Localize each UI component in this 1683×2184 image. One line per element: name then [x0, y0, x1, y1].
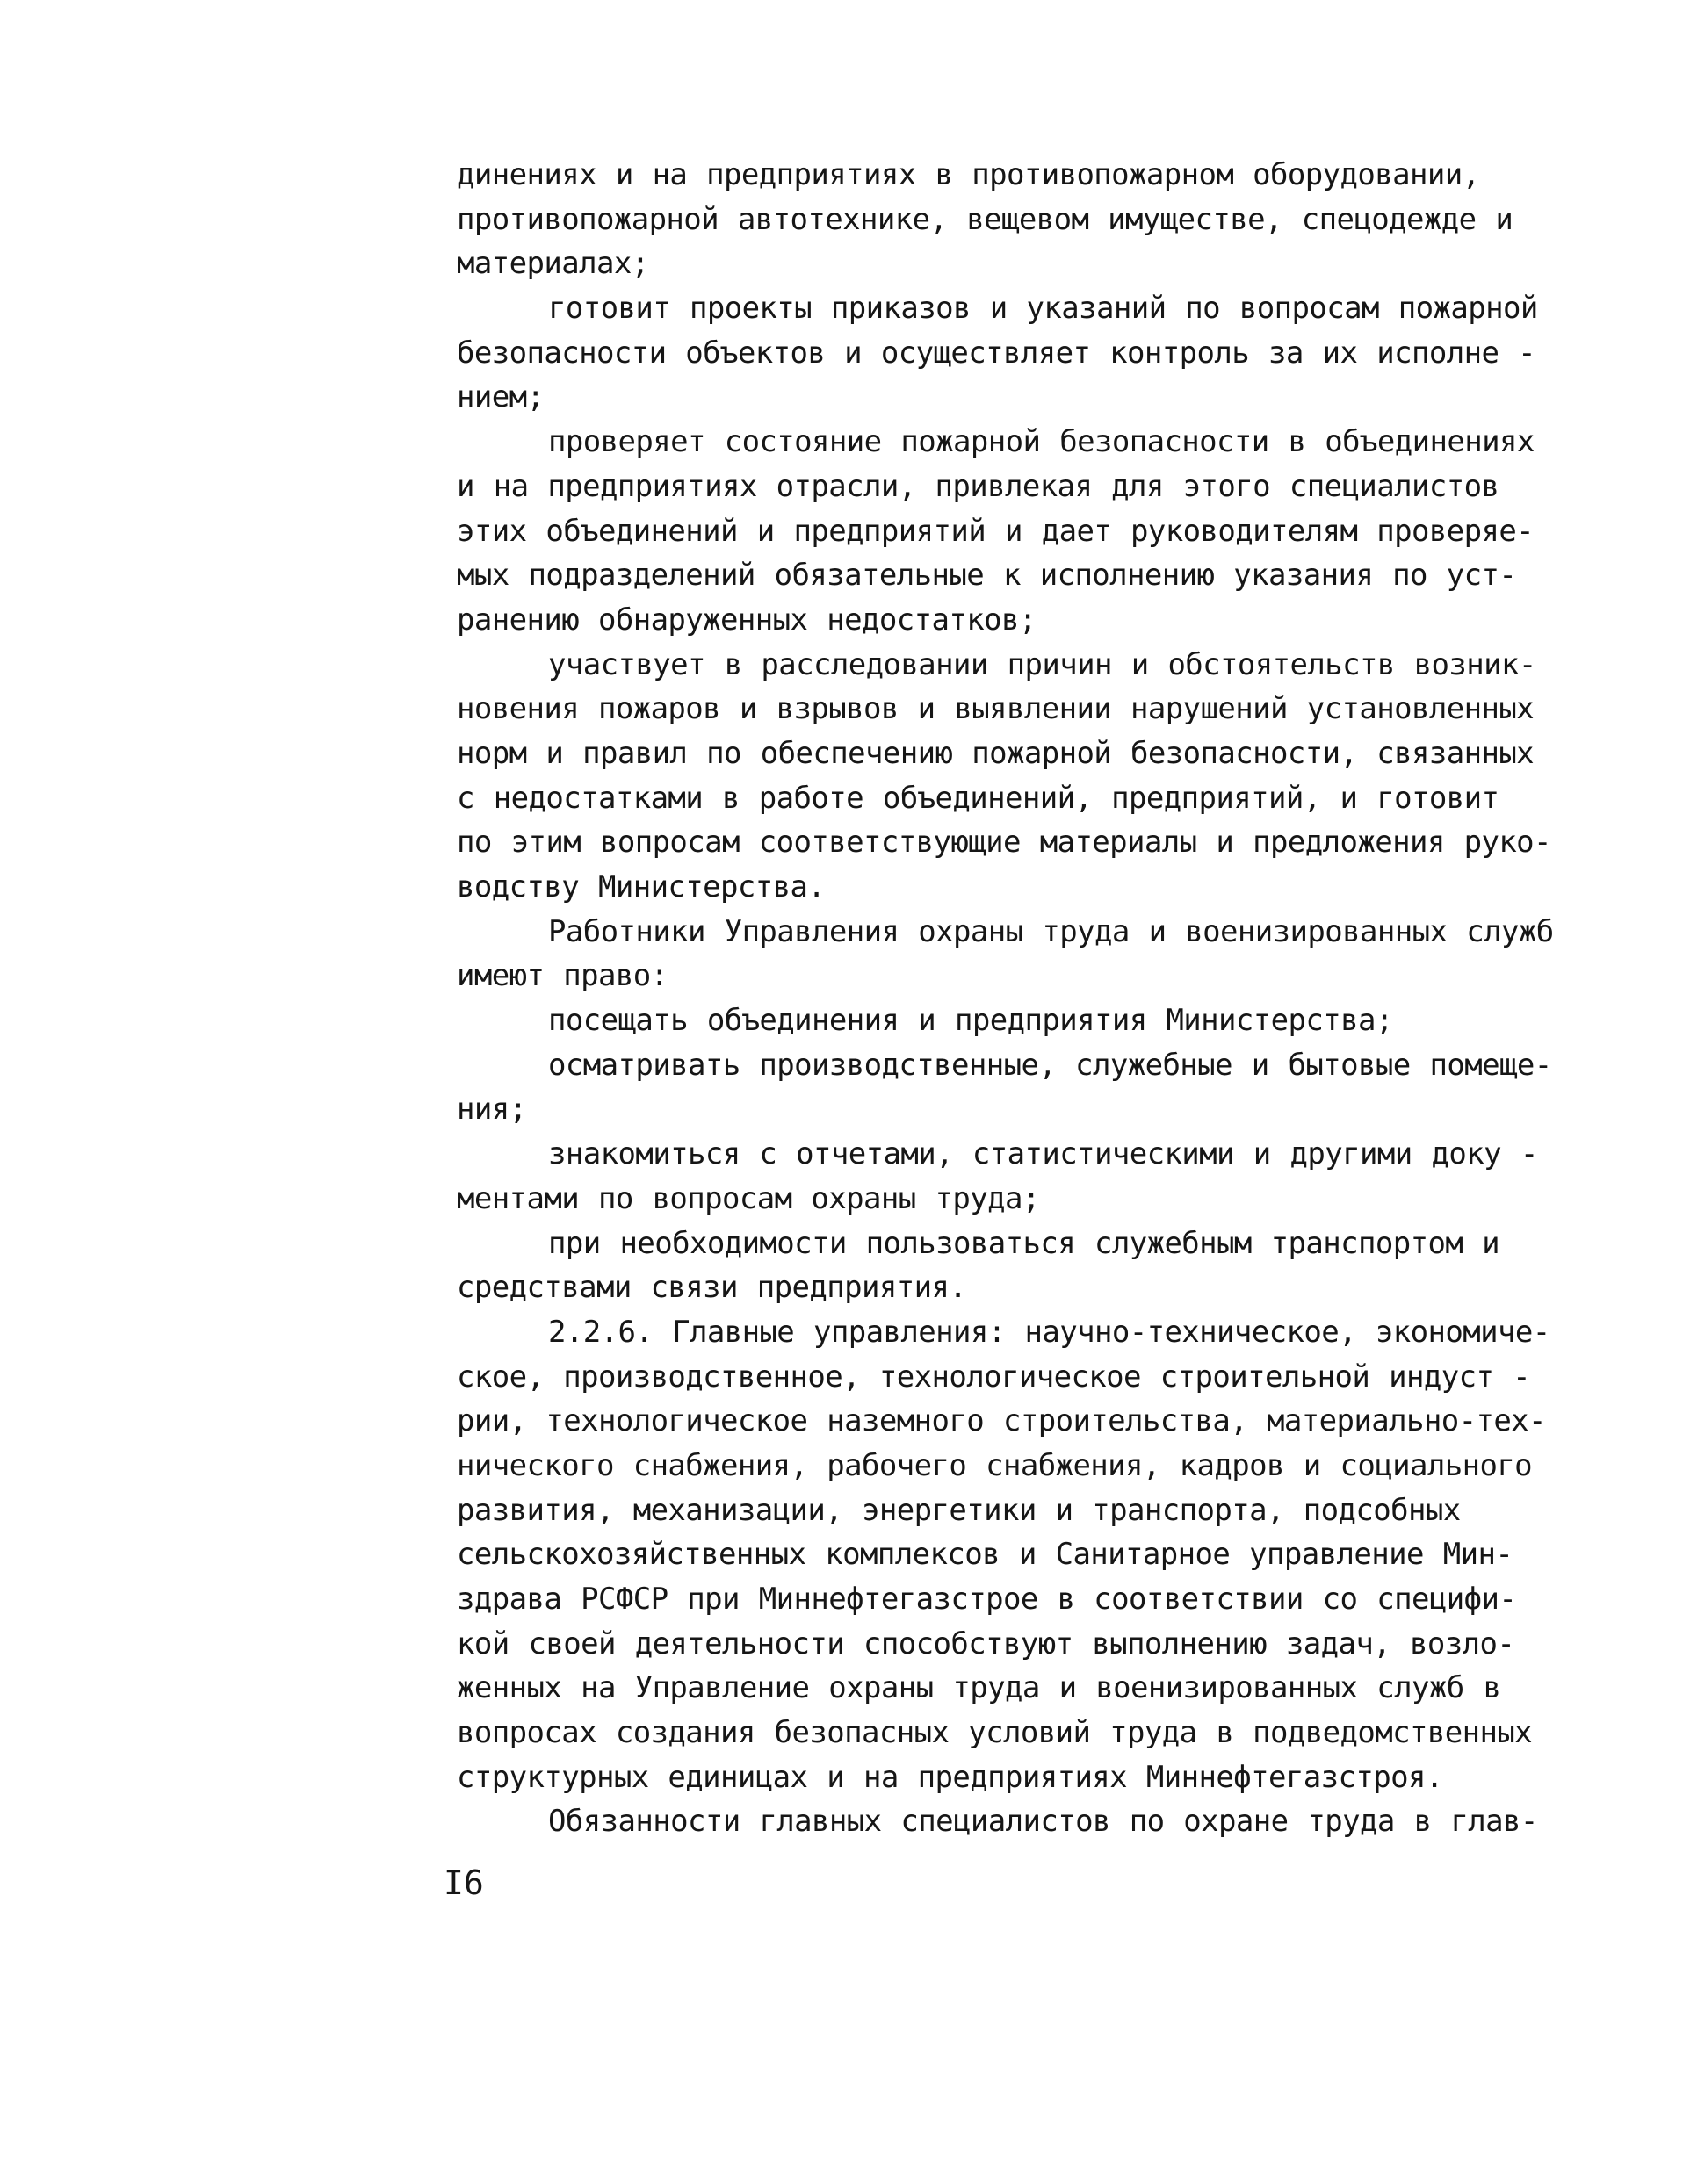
paragraph-start-line: Обязанности главных специалистов по охране труда в глав-: [548, 1804, 1538, 1840]
text-line: нием;: [457, 379, 545, 415]
section-heading-line: 2.2.6. Главные управления: научно-техническое, экономиче-: [548, 1314, 1550, 1350]
text-line: нического снабжения, рабочего снабжения, кадров и социального: [457, 1447, 1533, 1483]
paragraph-start-line: осматривать производственные, служебные и бытовые помеще-: [548, 1047, 1552, 1083]
text-line: вопросах создания безопасных условий труда в подведомственных: [457, 1715, 1533, 1751]
text-line: динениях и на предприятиях в противопожарном оборудовании,: [457, 157, 1480, 192]
text-line: здрава РСФСР при Миннефтегазстрое в соответствии со специфи-: [457, 1582, 1517, 1617]
paragraph-start-line: Работники Управления охраны труда и военизированных служб: [548, 913, 1554, 949]
text-line: новения пожаров и взрывов и выявлении нарушений установленных: [457, 691, 1535, 727]
page-number: I6: [444, 1863, 484, 1902]
text-line: по этим вопросам соответствующие материалы и предложения руко-: [457, 825, 1551, 861]
paragraph-start-line: знакомиться с отчетами, статистическими и другими доку -: [548, 1136, 1538, 1172]
text-line: женных на Управление охраны труда и военизированных служб в: [457, 1670, 1501, 1706]
text-line: ское, производственное, технологическое строительной индуст -: [457, 1359, 1531, 1395]
text-line: материалах;: [457, 246, 649, 282]
text-line: этих объединений и предприятий и дает руководителям проверяе-: [457, 513, 1535, 549]
text-line: развития, механизации, энергетики и транспорта, подсобных: [457, 1492, 1461, 1528]
paragraph-start-line: участвует в расследовании причин и обстоятельств возник-: [548, 646, 1536, 682]
text-line: мых подразделений обязательные к исполнению указания по уст-: [457, 558, 1517, 594]
text-line: ния;: [457, 1092, 527, 1128]
text-line: рии, технологическое наземного строительства, материально-тех-: [457, 1403, 1546, 1439]
text-line: и на предприятиях отрасли, привлекая для этого специалистов: [457, 468, 1499, 504]
text-line: с недостатками в работе объединений, предприятий, и готовит: [457, 780, 1499, 816]
text-line: ранению обнаруженных недостатков;: [457, 602, 1037, 638]
text-line: сельскохозяйственных комплексов и Санитарное управление Мин-: [457, 1537, 1513, 1573]
text-line: структурных единицах и на предприятиях Миннефтегазстроя.: [457, 1759, 1443, 1795]
paragraph-start-line: проверяет состояние пожарной безопасности в объединениях: [548, 424, 1535, 460]
body-text: [457, 153, 1599, 1844]
text-line: противопожарной автотехнике, вещевом имуществе, спецодежде и: [457, 201, 1513, 237]
text-line: кой своей деятельности способствуют выполнению задач, возло-: [457, 1625, 1515, 1661]
paragraph-start-line: посещать объединения и предприятия Министерства;: [548, 1003, 1393, 1039]
text-line: средствами связи предприятия.: [457, 1270, 967, 1306]
text-line: имеют право:: [457, 958, 668, 994]
text-line: ментами по вопросам охраны труда;: [457, 1180, 1040, 1216]
paragraph-start-line: готовит проекты приказов и указаний по вопросам пожарной: [548, 291, 1538, 327]
text-line: безопасности объектов и осуществляет контроль за их исполне -: [457, 335, 1536, 371]
text-line: норм и правил по обеспечению пожарной безопасности, связанных: [457, 735, 1535, 771]
text-line: водству Министерства.: [457, 869, 826, 905]
paragraph-start-line: при необходимости пользоваться служебным транспортом и: [548, 1225, 1499, 1261]
